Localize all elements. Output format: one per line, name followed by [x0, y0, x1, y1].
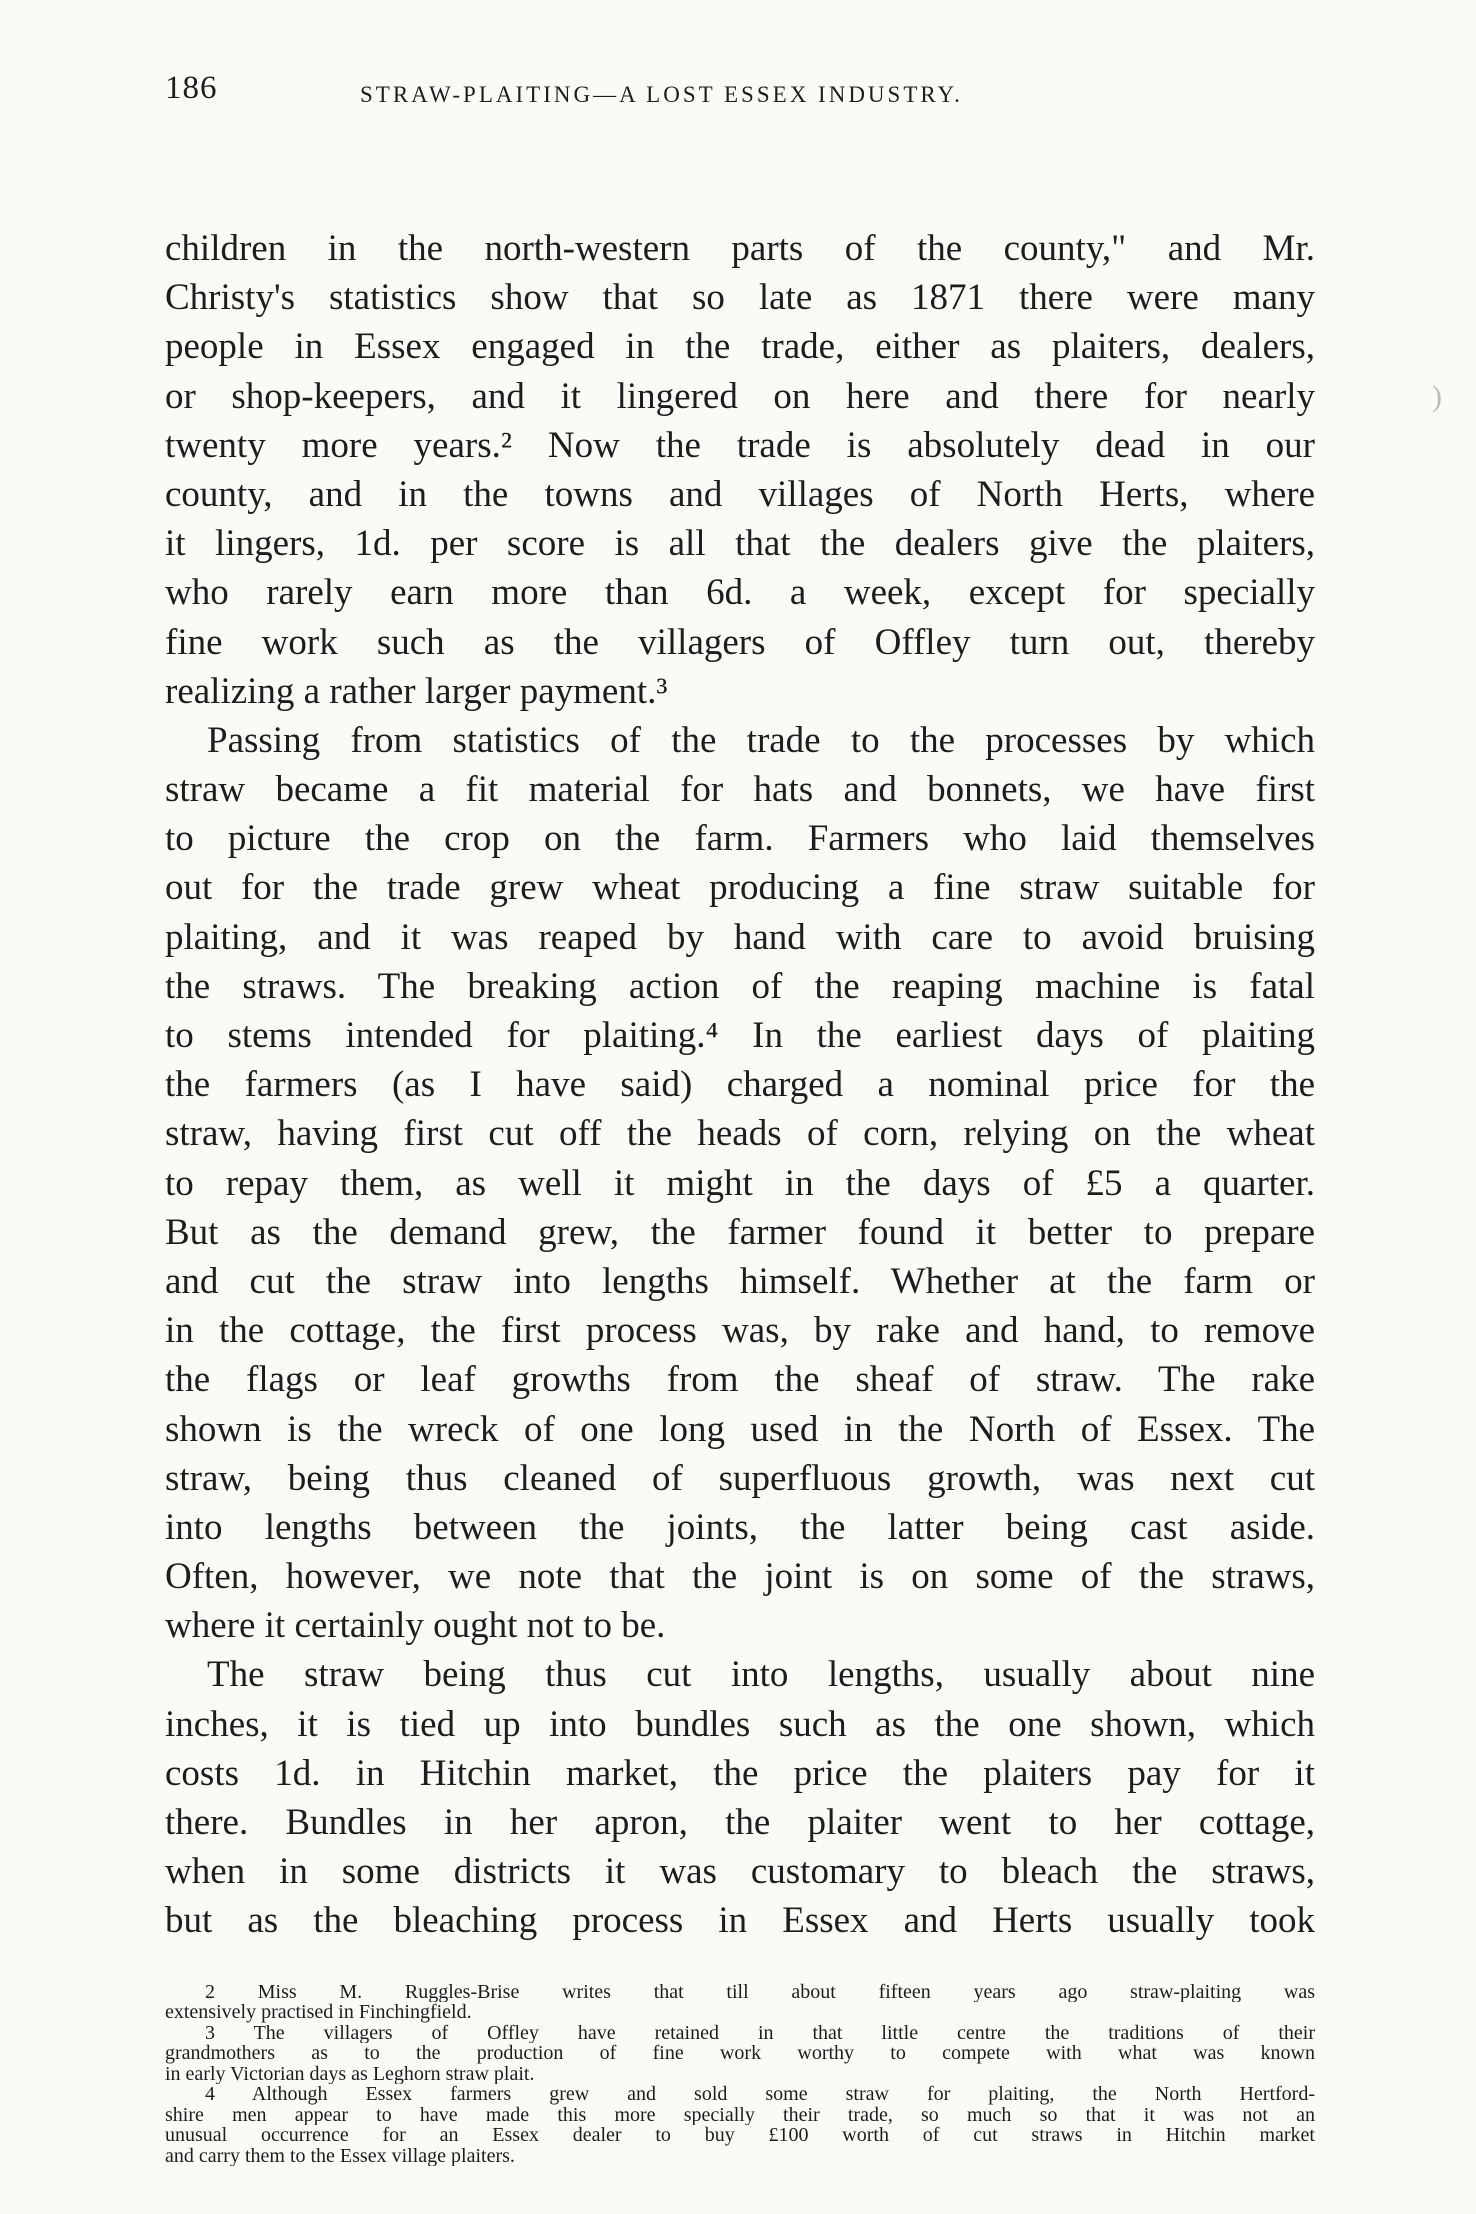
text-line: or shop-keepers, and it lingered on here and there for nearly	[165, 375, 1315, 417]
text-line: to picture the crop on the farm. Farmers who laid themselves	[165, 818, 1315, 860]
text-line: into lengths between the joints, the latter being cast aside.	[165, 1506, 1315, 1548]
text-line: straw became a fit material for hats and bonnets, we have first	[165, 769, 1315, 811]
footnote-line: 2 Miss M. Ruggles-Brise writes that till about fifteen years ago straw-plaiting was	[205, 1981, 1315, 2003]
text-line: Passing from statistics of the trade to the processes by which	[207, 719, 1315, 761]
page-header	[165, 70, 1315, 130]
text-line: county, and in the towns and villages of North Herts, where	[165, 473, 1315, 515]
text-line: the farmers (as I have said) charged a nominal price for the	[165, 1064, 1315, 1106]
text-line: inches, it is tied up into bundles such as the one shown, which	[165, 1703, 1315, 1745]
margin-mark: )	[1432, 380, 1442, 413]
text-line: and cut the straw into lengths himself. Whether at the farm or	[165, 1260, 1315, 1302]
text-line: straw, having first cut off the heads of corn, relying on the wheat	[165, 1113, 1315, 1155]
body-text	[165, 224, 1315, 1946]
running-head: STRAW-PLAITING—A LOST ESSEX INDUSTRY.	[360, 82, 963, 107]
text-line: But as the demand grew, the farmer found it better to prepare	[165, 1211, 1315, 1253]
text-line: straw, being thus cleaned of superfluous growth, was next cut	[165, 1457, 1315, 1499]
text-line: it lingers, 1d. per score is all that the dealers give the plaiters,	[165, 523, 1315, 565]
footnote-line: in early Victorian days as Leghorn straw plait.	[165, 2063, 535, 2085]
page-number: 186	[165, 70, 218, 106]
text-line: the straws. The breaking action of the reaping machine is fatal	[165, 965, 1315, 1007]
text-line: shown is the wreck of one long used in the North of Essex. The	[165, 1408, 1315, 1450]
text-line: when in some districts it was customary to bleach the straws,	[165, 1851, 1315, 1893]
footnotes	[165, 1982, 1315, 2167]
text-line: to repay them, as well it might in the days of £5 a quarter.	[165, 1162, 1315, 1204]
text-line: to stems intended for plaiting.⁴ In the earliest days of plaiting	[165, 1015, 1315, 1056]
text-line: twenty more years.² Now the trade is absolutely dead in our	[165, 424, 1315, 466]
book-page	[165, 70, 1315, 2166]
footnote-line: and carry them to the Essex village plaiters.	[165, 2145, 515, 2167]
text-line: children in the north-western parts of the county," and Mr.	[165, 228, 1315, 269]
text-line: plaiting, and it was reaped by hand with care to avoid bruising	[165, 916, 1315, 958]
footnote-line: extensively practised in Finchingfield.	[165, 2002, 472, 2023]
text-line: Often, however, we note that the joint is on some of the straws,	[165, 1556, 1315, 1598]
text-line: people in Essex engaged in the trade, either as plaiters, dealers,	[165, 326, 1315, 368]
text-line: where it certainly ought not to be.	[165, 1605, 666, 1647]
footnote-line: shire men appear to have made this more specially their trade, so much so that it was not an	[165, 2104, 1315, 2126]
text-line: who rarely earn more than 6d. a week, except for specially	[165, 572, 1315, 614]
footnote-line: grandmothers as to the production of fine work worthy to compete with what was known	[165, 2043, 1315, 2064]
text-line: but as the bleaching process in Essex and Herts usually took	[165, 1900, 1315, 1942]
text-line: the flags or leaf growths from the sheaf of straw. The rake	[165, 1359, 1315, 1401]
text-line: realizing a rather larger payment.³	[165, 670, 668, 712]
text-line: out for the trade grew wheat producing a fine straw suitable for	[165, 867, 1315, 909]
text-line: costs 1d. in Hitchin market, the price the plaiters pay for it	[165, 1752, 1315, 1794]
text-line: The straw being thus cut into lengths, usually about nine	[207, 1654, 1315, 1696]
footnote-line: 4 Although Essex farmers grew and sold some straw for plaiting, the North Hertford-	[205, 2084, 1315, 2105]
text-line: in the cottage, the first process was, by rake and hand, to remove	[165, 1310, 1315, 1352]
text-line: there. Bundles in her apron, the plaiter went to her cottage,	[165, 1802, 1315, 1843]
text-line: Christy's statistics show that so late as 1871 there were many	[165, 277, 1315, 319]
footnote-line: unusual occurrence for an Essex dealer to buy £100 worth of cut straws in Hitchin market	[165, 2125, 1315, 2146]
text-line: fine work such as the villagers of Offley turn out, thereby	[165, 621, 1315, 663]
footnote-line: 3 The villagers of Offley have retained in that little centre the traditions of their	[205, 2022, 1315, 2044]
